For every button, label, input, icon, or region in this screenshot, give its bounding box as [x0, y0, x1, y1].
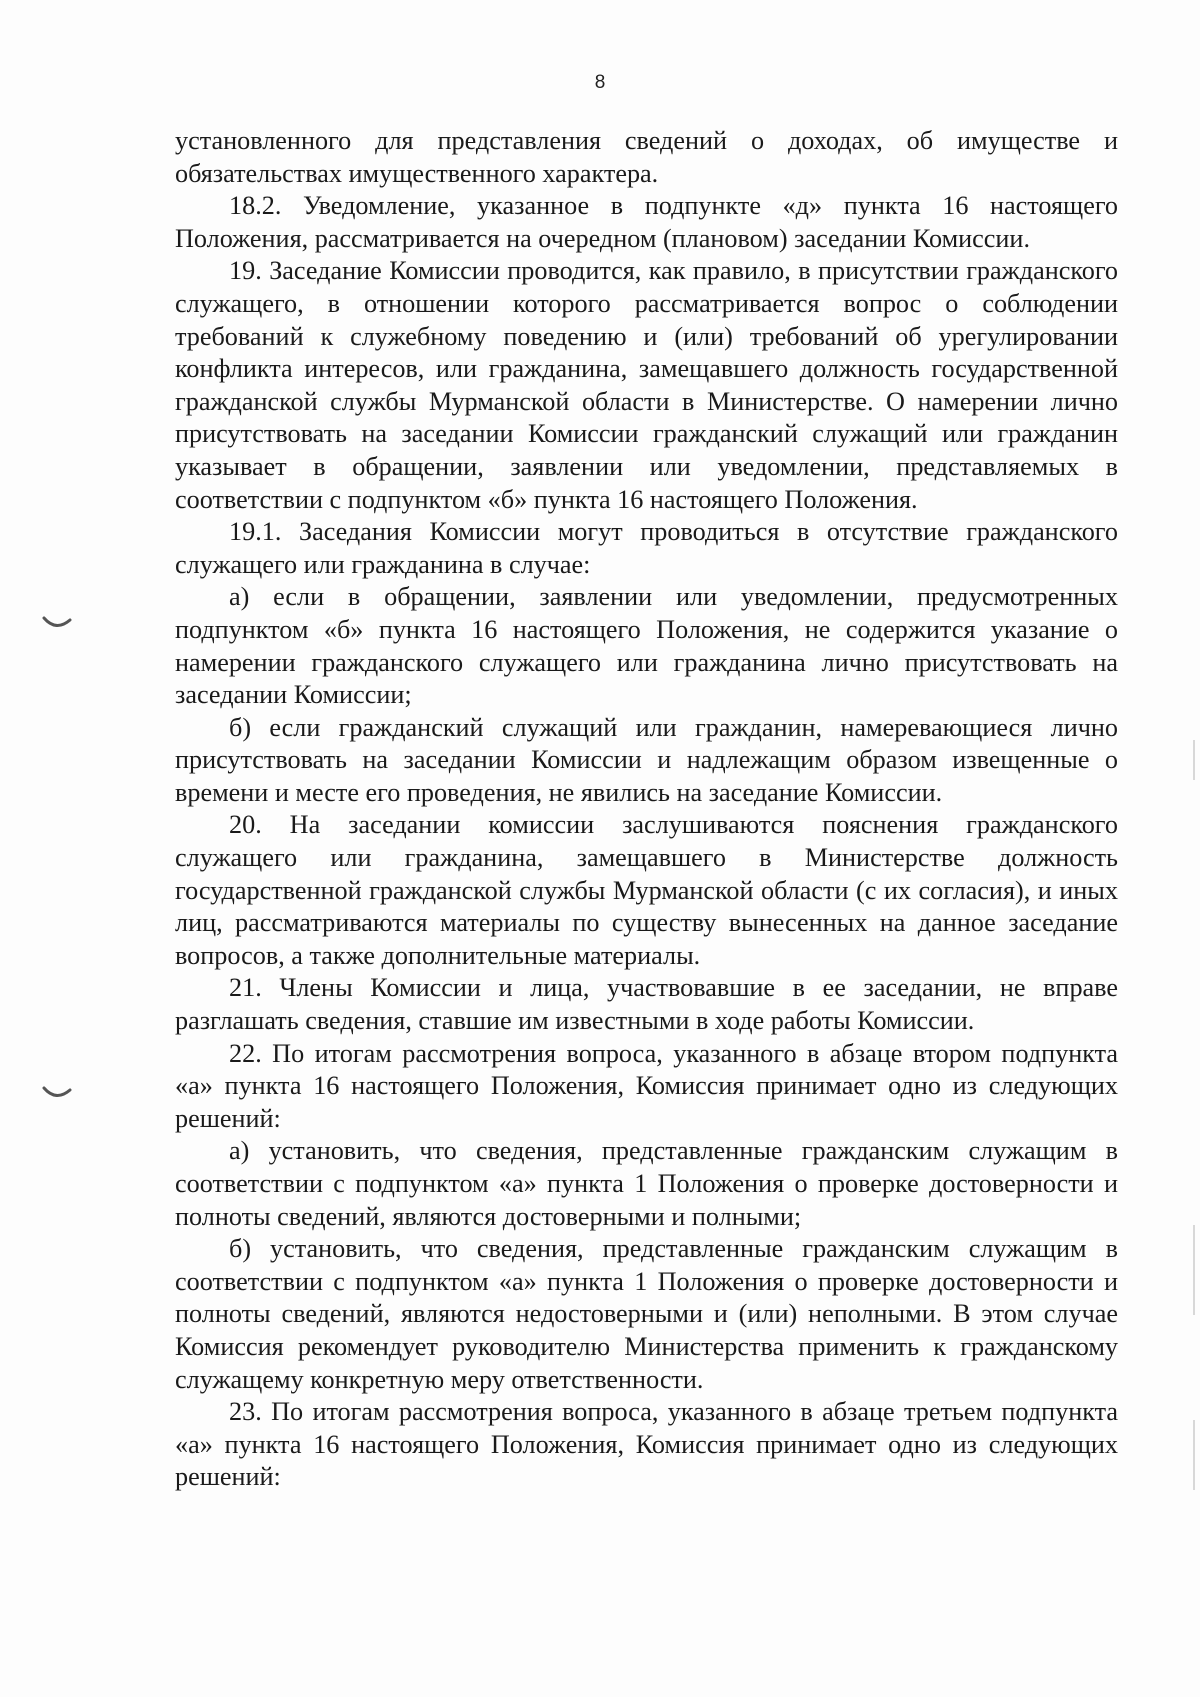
scan-edge-mark: [1193, 1225, 1195, 1315]
paragraph: 23. По итогам рассмотрения вопроса, указанного в абзаце третьем подпункта «а» пункта 16 настоящего Положения, Комиссия принимает одно из следующих решений:: [175, 1397, 1118, 1492]
binder-hole-mark: [42, 616, 72, 630]
paragraph: 18.2. Уведомление, указанное в подпункте «д» пункта 16 настоящего Положения, рассматривается на очередном (плановом) заседании Комиссии.: [175, 191, 1118, 253]
paragraph: а) установить, что сведения, представленные гражданским служащим в соответствии с подпунктом «а» пункта 1 Положения о проверке достоверности и полноты сведений, являются достоверными и полными;: [175, 1136, 1118, 1231]
paragraph: 22. По итогам рассмотрения вопроса, указанного в абзаце втором подпункта «а» пункта 16 настоящего Положения, Комиссия принимает одно из следующих решений:: [175, 1038, 1118, 1133]
paragraph: 21. Члены Комиссии и лица, участвовавшие в ее заседании, не вправе разглашать сведения, ставшие им известными в ходе работы Комиссии.: [175, 973, 1118, 1036]
page-number: 8: [594, 72, 606, 93]
paragraph: установленного для представления сведений о доходах, об имуществе и обязательствах имущественного характера.: [175, 126, 1118, 188]
paragraph: 19.1. Заседания Комиссии могут проводиться в отсутствие гражданского служащего или гражданина в случае:: [175, 517, 1118, 579]
document-body: [175, 125, 1118, 1494]
paragraph: б) установить, что сведения, представленные гражданским служащим в соответствии с подпунктом «а» пункта 1 Положения о проверке достоверности и полноты сведений, являются недостоверными и (или) неполными. В этом случае Комиссия рекомендует руководителю Министерства применить к гражданскому служащему конкретную меру ответственности.: [175, 1234, 1118, 1394]
paragraph: б) если гражданский служащий или гражданин, намеревающиеся лично присутствовать на заседании Комиссии и надлежащим образом извещенные о времени и месте его проведения, не явились на заседание Комиссии.: [175, 712, 1118, 807]
paragraph: а) если в обращении, заявлении или уведомлении, предусмотренных подпунктом «б» пункта 16 настоящего Положения, не содержится указание о намерении гражданского служащего или гражданина лично присутствовать на заседании Комиссии;: [175, 582, 1118, 710]
paragraph: 20. На заседании комиссии заслушиваются пояснения гражданского служащего или гражданина, замещавшего в Министерстве должность государственной гражданской службы Мурманской области (с их согласия), и иных лиц, рассматриваются материалы по существу вынесенных на данное заседание вопросов, а также дополнительные материалы.: [175, 810, 1118, 970]
scan-edge-mark: [1193, 1420, 1195, 1490]
binder-hole-mark: [42, 1086, 72, 1100]
scan-edge-mark: [1193, 740, 1195, 780]
paragraph: 19. Заседание Комиссии проводится, как правило, в присутствии гражданского служащего, в отношении которого рассматривается вопрос о соблюдении требований к служебному поведению и (или) требований об урегулировании конфликта интересов, или гражданина, замещавшего должность государственной гражданской службы Мурманской области в Министерстве. О намерении лично присутствовать на заседании Комиссии гражданский служащий или гражданин указывает в обращении, заявлении или уведомлении, представляемых в соответствии с подпунктом «б» пункта 16 настоящего Положения.: [175, 256, 1118, 514]
